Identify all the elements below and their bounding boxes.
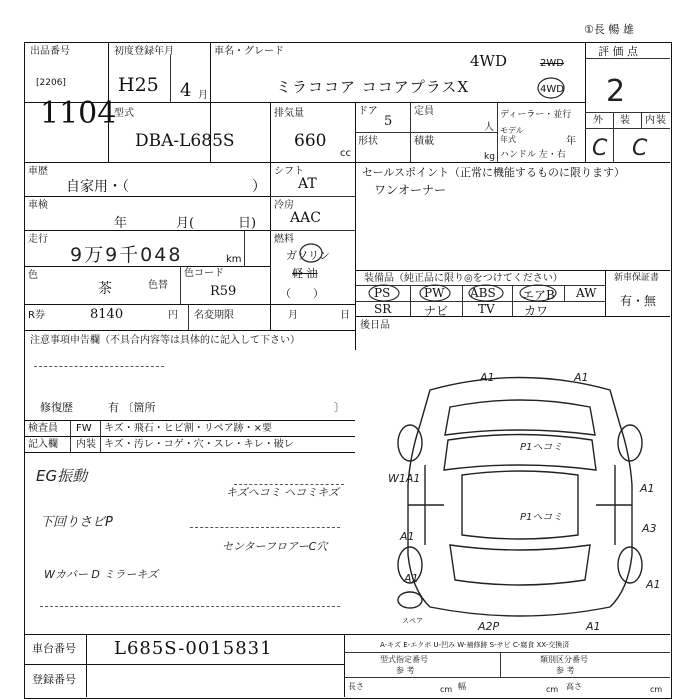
drive-type: 4WD [470,52,507,70]
length-label: 長さ [348,682,364,691]
ext-grade: C [592,136,608,161]
lot-number: 1104 [40,96,117,131]
year-unit: 年 [566,136,576,147]
inspector-label: 検査員 [28,423,58,434]
class-ref: 参 考 [556,666,575,675]
ac-value: AAC [290,210,321,226]
month-unit: 月 [198,90,208,101]
equip-airbag: エアB [522,288,555,302]
repair-label: 修復歴 [40,401,73,414]
ext-label: 外 [593,115,603,126]
drive-2wd: 2WD [540,58,564,69]
equip-aw: AW [576,286,597,300]
height-unit: cm [650,685,663,694]
sales-value: ワンオーナー [374,183,447,197]
spare-label: スペア [402,617,423,625]
equip-tv: TV [478,302,495,316]
ext-label2: 装 [620,115,630,126]
tax-value: 8140 [90,307,124,322]
dealer-label: ディーラー・並行 [500,110,572,120]
legend: A-キズ E-エクボ U-凹み W-補修跡 S-サビ C-腐食 XX-交換済 [380,641,570,649]
model-year-label: モデル年式 [500,126,524,144]
chassis-value: L685S-0015831 [114,638,273,659]
chassis-label: 車台番号 [32,642,76,655]
equip-ps: PS [374,286,391,300]
entry-label: 記入欄 [28,439,58,450]
insp-month: 月( [176,216,195,231]
person-unit: 人 [484,122,494,133]
tax-unit: 円 [168,310,178,321]
fw-label: FW [76,423,92,434]
change-day: 日 [340,310,350,321]
int-grade: C [632,136,648,161]
color-value: 茶 [98,281,112,297]
mark-left-door: A1 [400,530,415,543]
equip-pw: PW [424,286,445,300]
repair-value: 有 〔箇所 [108,401,156,414]
color-label: 色 [28,270,38,281]
fuel-other: （ ） [280,287,324,300]
note-line3: 下回りさビP [40,515,113,530]
drive-4wd: 4WD [540,84,564,95]
car-damage-diagram [370,345,670,635]
mileage-label: 走行 [28,234,48,245]
shift-value: AT [298,176,317,192]
era-year: H25 [118,74,159,96]
kg-unit: kg [484,152,495,162]
repair-close: 〕 [334,401,345,414]
note-line4: センターフロアーC穴 [222,540,328,553]
length-unit: cm [440,685,453,694]
usage-label: 車歴 [28,166,48,177]
equip-abs: ABS [470,286,496,300]
usage-close: ） [252,179,266,195]
ac-label: 冷房 [274,200,294,211]
note-line1: EG振動 [36,467,88,485]
handle-label: ハンドル 左・右 [500,150,566,160]
fuel-gas: ガソリン [286,249,330,262]
capacity-label: 定員 [414,106,434,117]
eval-label: 評 価 点 [598,45,638,58]
fuel-diesel: 軽 油 [292,267,318,280]
mark-right-door: A3 [642,522,657,535]
int-items-label: 内装 [76,439,96,450]
note-line2: キズヘコミ ヘコミキズ [226,486,340,499]
tax-label: R券 [28,310,45,321]
insp-day: 日) [238,216,257,231]
registration-label: 登録番号 [32,673,76,686]
shape-label: 形状 [358,136,378,147]
fuel-circle-icon [298,242,324,264]
notes-label: 注意事項申告欄（不具合内容等は具体的に記入して下さい） [30,335,300,346]
warranty-value: 有・無 [620,294,657,308]
km-unit: km [226,254,242,265]
car-name: ミラココア ココアプラスX [276,78,469,96]
door-label: ドア [358,106,378,117]
mark-w1: W1A1 [388,472,421,485]
eval-score: 2 [606,74,626,109]
first-reg-label: 初度登録年月 [114,46,174,57]
height-label: 高さ [566,682,582,691]
int-items: キズ・汚レ・コゲ・穴・スレ・キレ・破レ [104,439,294,450]
mark-roof2: P1ヘコミ [520,512,563,523]
mark-front-left: A1 [480,371,495,384]
equip-circles-icon [364,282,584,302]
color-code-label: 色コード [184,268,224,279]
mark-front-right: A1 [574,371,589,384]
sales-label: セールスポイント（正常に機能するものに限ります） [362,166,626,179]
color-tone-label: 色替 [148,280,168,291]
mark-rear-right: A1 [586,620,601,633]
mark-rear-left: A2P [478,620,500,633]
fw-items: キズ・飛石・ヒビ割・リペア跡・×要 [104,423,272,434]
color-code: R59 [210,284,237,299]
mark-right-mid: A1 [640,482,655,495]
equip-navi: ナビ [424,304,449,318]
lot-sub: [2206] [36,78,66,88]
fuel-label: 燃料 [274,234,294,245]
reg-month: 4 [180,80,192,101]
width-label: 幅 [458,682,466,691]
change-month: 月 [288,310,298,321]
insp-year: 年 [114,216,128,231]
name-change-label: 名変期限 [194,310,234,321]
later-label: 後日品 [360,320,390,331]
shift-label: シフト [274,166,304,177]
cc-label: 排気量 [274,108,304,119]
equip-label: 装備品（純正品に限り◎をつけてください） [364,273,563,284]
mark-right-rear: A1 [646,578,661,591]
lot-label: 出品番号 [30,46,70,57]
corner-stamp: ①長 暢 雄 [584,23,634,36]
cc-value: 660 [294,131,327,151]
int-label: 内 [645,115,655,126]
inspection-label: 車検 [28,200,48,211]
mark-left-rear: A1 [404,572,419,585]
model-label: 型式 [114,108,134,119]
type-ref: 参 考 [396,666,415,675]
note-line5: Wカバー D ミラーキズ [44,568,159,581]
warranty-label: 新車保証書 [614,273,660,283]
type-number-label: 型式指定番号 [380,655,428,664]
equip-sr: SR [374,302,392,316]
equip-leather: カワ [524,304,549,318]
car-name-label: 車名・グレード [214,46,284,57]
cc-unit: cc [340,148,351,159]
int-label2: 装 [656,115,666,126]
circle-4wd-icon [536,76,566,100]
door-value: 5 [384,114,393,129]
usage-value: 自家用・（ [66,179,129,195]
load-label: 積載 [414,136,434,147]
width-unit: cm [546,685,559,694]
model-code: DBA-L685S [135,131,235,151]
mileage-value: 9万9千048 [70,244,183,266]
mark-roof1: P1ヘコミ [520,442,563,453]
class-number-label: 類別区分番号 [540,655,588,664]
